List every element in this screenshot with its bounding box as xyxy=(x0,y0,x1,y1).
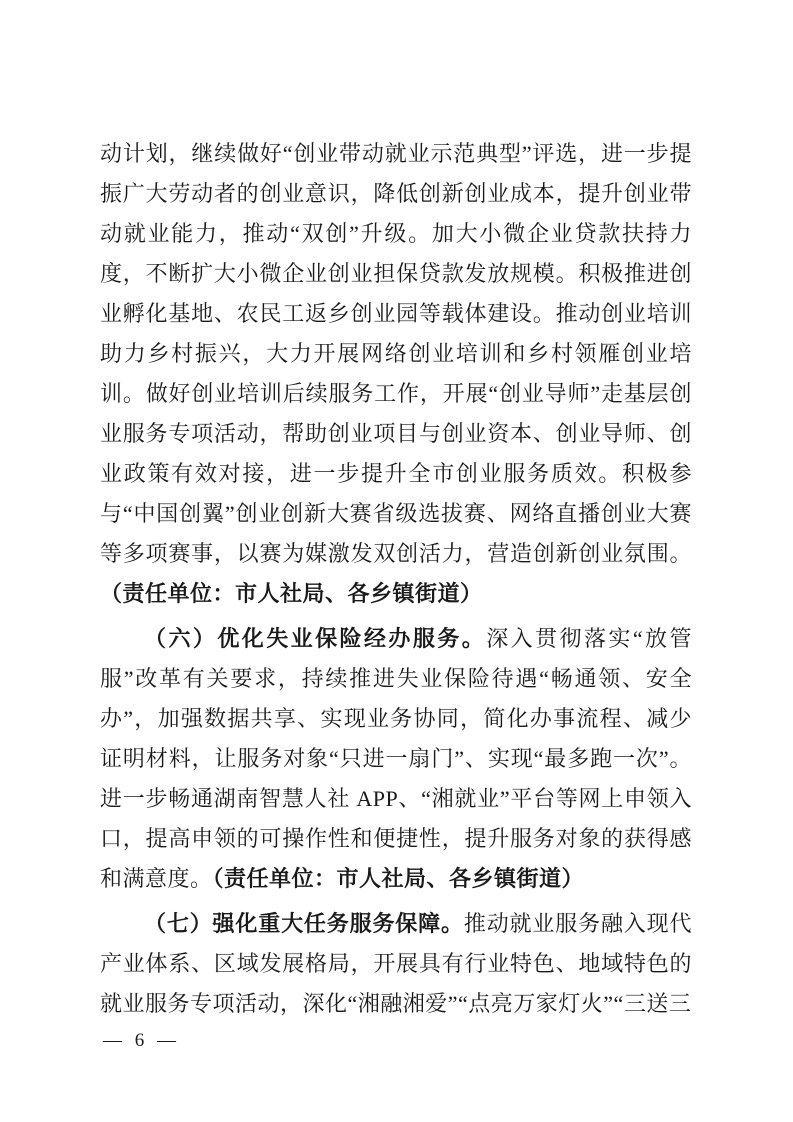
paragraph xyxy=(100,619,692,899)
text-run: 深入贯彻落实“放管服”改革有关要求，持续推进失业保险待遇“畅通领、安全办”，加强数据共享、实现业务协同，简化办事流程、减少证明材料，让服务对象“只进一扇门”、实现“最多跑一次”。进一步畅通湖南智慧人社 APP、“湘就业”平台等网上申领入口，提高申领的可操作性和便捷性，提升服务对象的获得感和满意度。 xyxy=(100,626,692,891)
bold-text-run: （责任单位：市人社局、各乡镇街道） xyxy=(100,581,483,606)
paragraph xyxy=(100,134,692,614)
bold-text-run: （责任单位：市人社局、各乡镇街道） xyxy=(212,866,585,891)
document-body xyxy=(100,134,692,1024)
bold-text-run: （六）优化失业保险经办服务。 xyxy=(144,626,487,651)
text-run: 动计划，继续做好“创业带动就业示范典型”评选，进一步提振广大劳动者的创业意识，降低创新创业成本，提升创业带动就业能力，推动“双创”升级。加大小微企业贷款扶持力度，不断扩大小微企业创业担保贷款发放规模。积极推进创业孵化基地、农民工返乡创业园等载体建设。推动创业培训助力乡村振兴，大力开展网络创业培训和乡村领雁创业培训。做好创业培训后续服务工作，开展“创业导师”走基层创业服务专项活动，帮助创业项目与创业资本、创业导师、创业政策有效对接，进一步提升全市创业服务质效。积极参与“中国创翼”创业创新大赛省级选拔赛、网络直播创业大赛等多项赛事，以赛为媒激发双创活力，营造创新创业氛围。 xyxy=(100,141,692,566)
bold-text-run: （七）强化重大任务服务保障。 xyxy=(144,911,464,936)
text-run: 推动就业服务融入现代产业体系、区域发展格局，开展具有行业特色、地域特色的就业服务专项活动，深化“湘融湘爱”“点亮万家灯火”“三送三 xyxy=(100,911,692,1016)
page-number: — 6 — xyxy=(103,1030,180,1051)
paragraph xyxy=(100,904,692,1024)
